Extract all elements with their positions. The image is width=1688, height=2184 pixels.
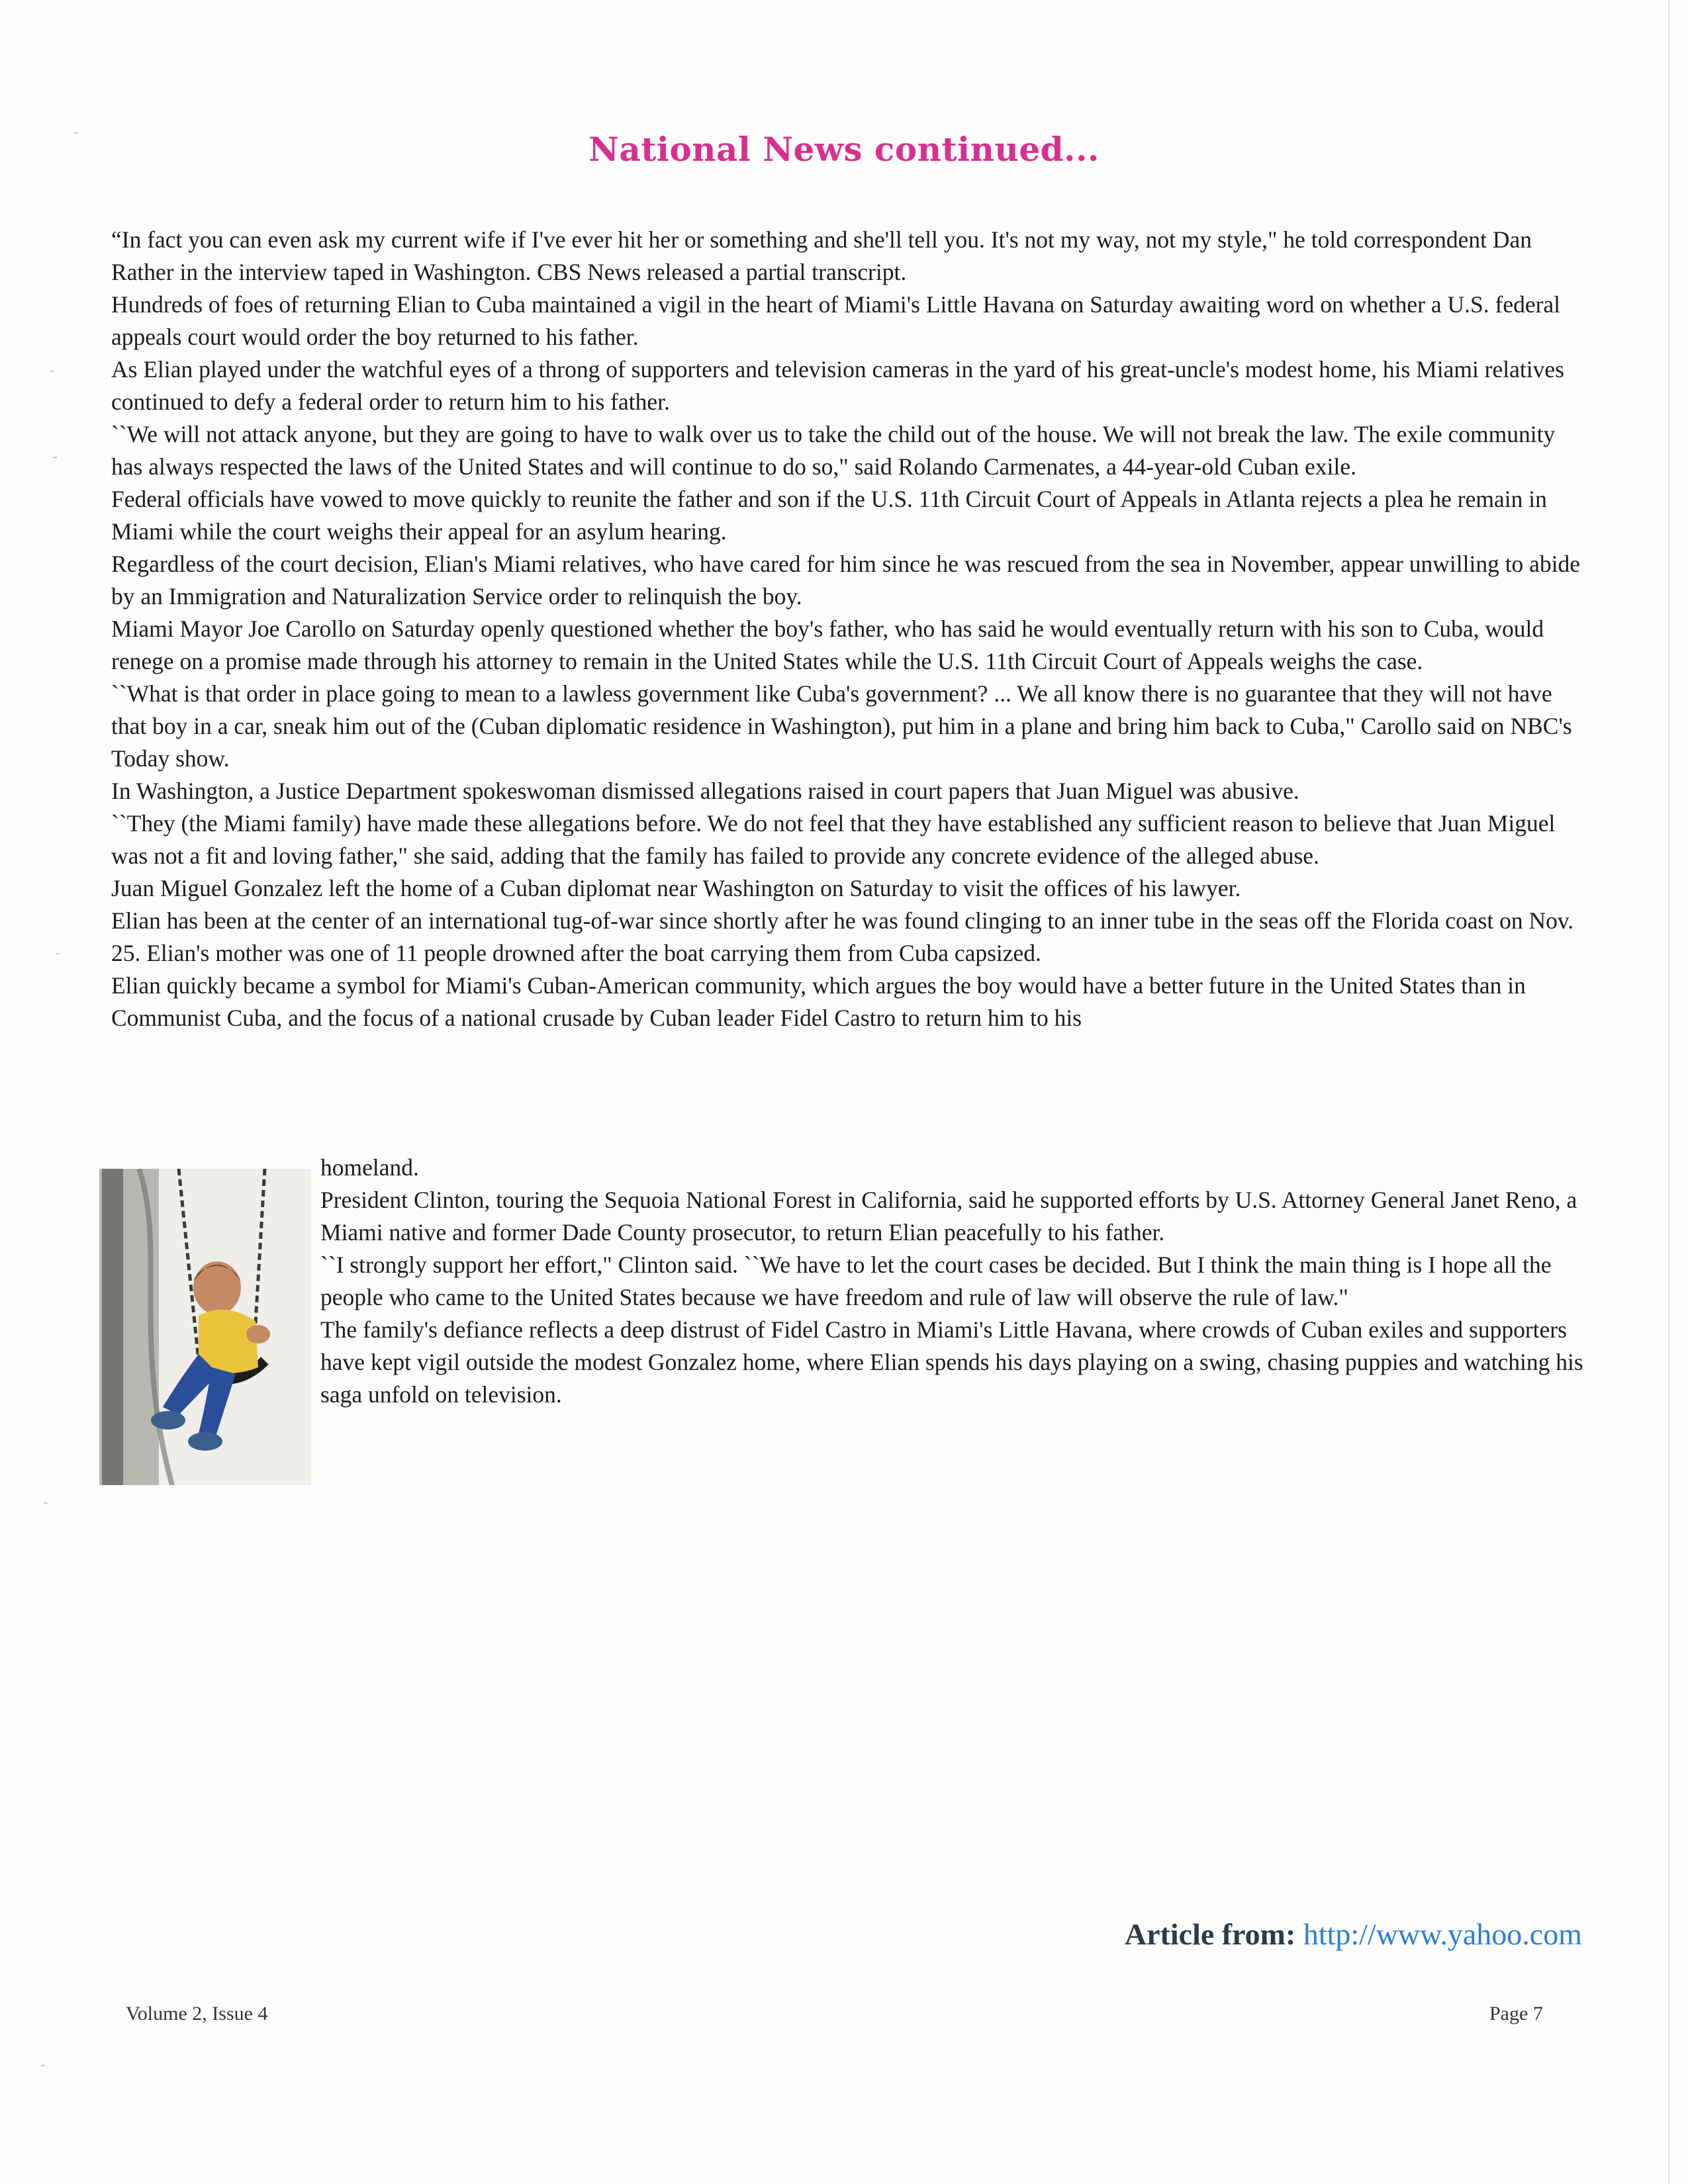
article-paragraph: Juan Miguel Gonzalez left the home of a Cuban diplomat near Washington on Saturday to visit the offices of his lawyer. xyxy=(111,875,1241,901)
page-title: National News continued... xyxy=(588,130,1100,169)
page-edge xyxy=(1668,0,1669,2184)
article-paragraph: Hundreds of foes of returning Elian to Cuba maintained a vigil in the heart of Miami's Little Havana on Saturday awaiting word on whether a U.S. federal appeals court would order the boy returned to his father. xyxy=(111,291,1561,350)
article-paragraph: The family's defiance reflects a deep distrust of Fidel Castro in Miami's Little Havana, where crowds of Cuban exiles and supporters have kept vigil outside the modest Gonzalez home, where Elian spends his days playing on a swing, chasing puppies and watching his saga unfold on television. xyxy=(320,1316,1583,1408)
page-number: Page 7 xyxy=(1489,2003,1543,2025)
source-label: Article from: xyxy=(1124,1917,1296,1951)
article-paragraph: Federal officials have vowed to move quickly to reunite the father and son if the U.S. 11th Circuit Court of Appeals in Atlanta rejects a plea he remain in Miami while the court weighs their appeal for an asylum hearing. xyxy=(111,486,1547,545)
article-paragraph: Miami Mayor Joe Carollo on Saturday openly questioned whether the boy's father, who has said he would eventually return with his son to Cuba, would renege on a promise made through his attorney to remain in the United States while the U.S. 11th Circuit Court of Appeals weighs the case. xyxy=(111,615,1544,674)
article-paragraph: ``I strongly support her effort," Clinton said. ``We have to let the court cases be decided. But I think the main thing is I hope all the people who came to the United States because we have freedom and rule of law will observe the rule of law." xyxy=(320,1251,1552,1310)
article-paragraph: ``They (the Miami family) have made these allegations before. We do not feel that they have established any sufficient reason to believe that Juan Miguel was not a fit and loving father," she said, adding that the family has failed to provide any concrete evidence of the alleged abuse. xyxy=(111,810,1556,869)
article-body xyxy=(111,224,1586,1034)
article-paragraph: Elian has been at the center of an international tug-of-war since shortly after he was found clinging to an inner tube in the seas off the Florida coast on Nov. 25. Elian's mother was one of 11 people drowned after the boat carrying them from Cuba capsized. xyxy=(111,907,1574,966)
article-paragraph: ``What is that order in place going to mean to a lawless government like Cuba's government? ... We all know there is no guarantee that they will not have that boy in a car, sneak him out of the (Cuban diplomatic residence in Washington), put him in a plane and bring him back to Cuba," Carollo said on NBC's Today show. xyxy=(111,680,1572,772)
article-source xyxy=(986,1917,1582,1952)
article-continuation xyxy=(320,1152,1586,1411)
article-paragraph: Regardless of the court decision, Elian's Miami relatives, who have cared for him since he was rescued from the sea in November, appear unwilling to abide by an Immigration and Naturalization Service order to relinquish the boy. xyxy=(111,551,1581,610)
article-paragraph: “In fact you can even ask my current wife if I've ever hit her or something and she'll tell you. It's not my way, not my style," he told correspondent Dan Rather in the interview taped in Washington. CBS News released a partial transcript. xyxy=(111,226,1532,285)
source-link[interactable]: http://www.yahoo.com xyxy=(1303,1917,1582,1951)
swing-photo-illustration xyxy=(99,1169,311,1485)
article-paragraph: ``We will not attack anyone, but they are going to have to walk over us to take the child out of the house. We will not break the law. The exile community has always respected the laws of the United States and will continue to do so," said Rolando Carmenates, a 44-year-old Cuban exile. xyxy=(111,421,1556,480)
article-paragraph: President Clinton, touring the Sequoia National Forest in California, said he supported efforts by U.S. Attorney General Janet Reno, a Miami native and former Dade County prosecutor, to return Elian peacefully to his father. xyxy=(320,1187,1577,1246)
scan-speck xyxy=(41,2065,45,2066)
article-paragraph: In Washington, a Justice Department spokeswoman dismissed allegations raised in court papers that Juan Miguel was abusive. xyxy=(111,778,1299,804)
scan-speck xyxy=(56,953,60,954)
scan-speck xyxy=(44,1502,48,1504)
boy-on-swing-photo xyxy=(99,1169,311,1485)
article-paragraph: As Elian played under the watchful eyes of a throng of supporters and television cameras in the yard of his great-uncle's modest home, his Miami relatives continued to defy a federal order to return him to his father. xyxy=(111,356,1564,415)
article-paragraph: Elian quickly became a symbol for Miami's Cuban-American community, which argues the boy would have a better future in the United States than in Communist Cuba, and the focus of a national crusade by Cuban leader Fidel Castro to return him to his xyxy=(111,972,1526,1031)
article-paragraph: homeland. xyxy=(320,1154,419,1181)
scan-speck xyxy=(53,457,57,458)
issue-label: Volume 2, Issue 4 xyxy=(126,2003,268,2025)
scan-speck xyxy=(50,371,54,372)
